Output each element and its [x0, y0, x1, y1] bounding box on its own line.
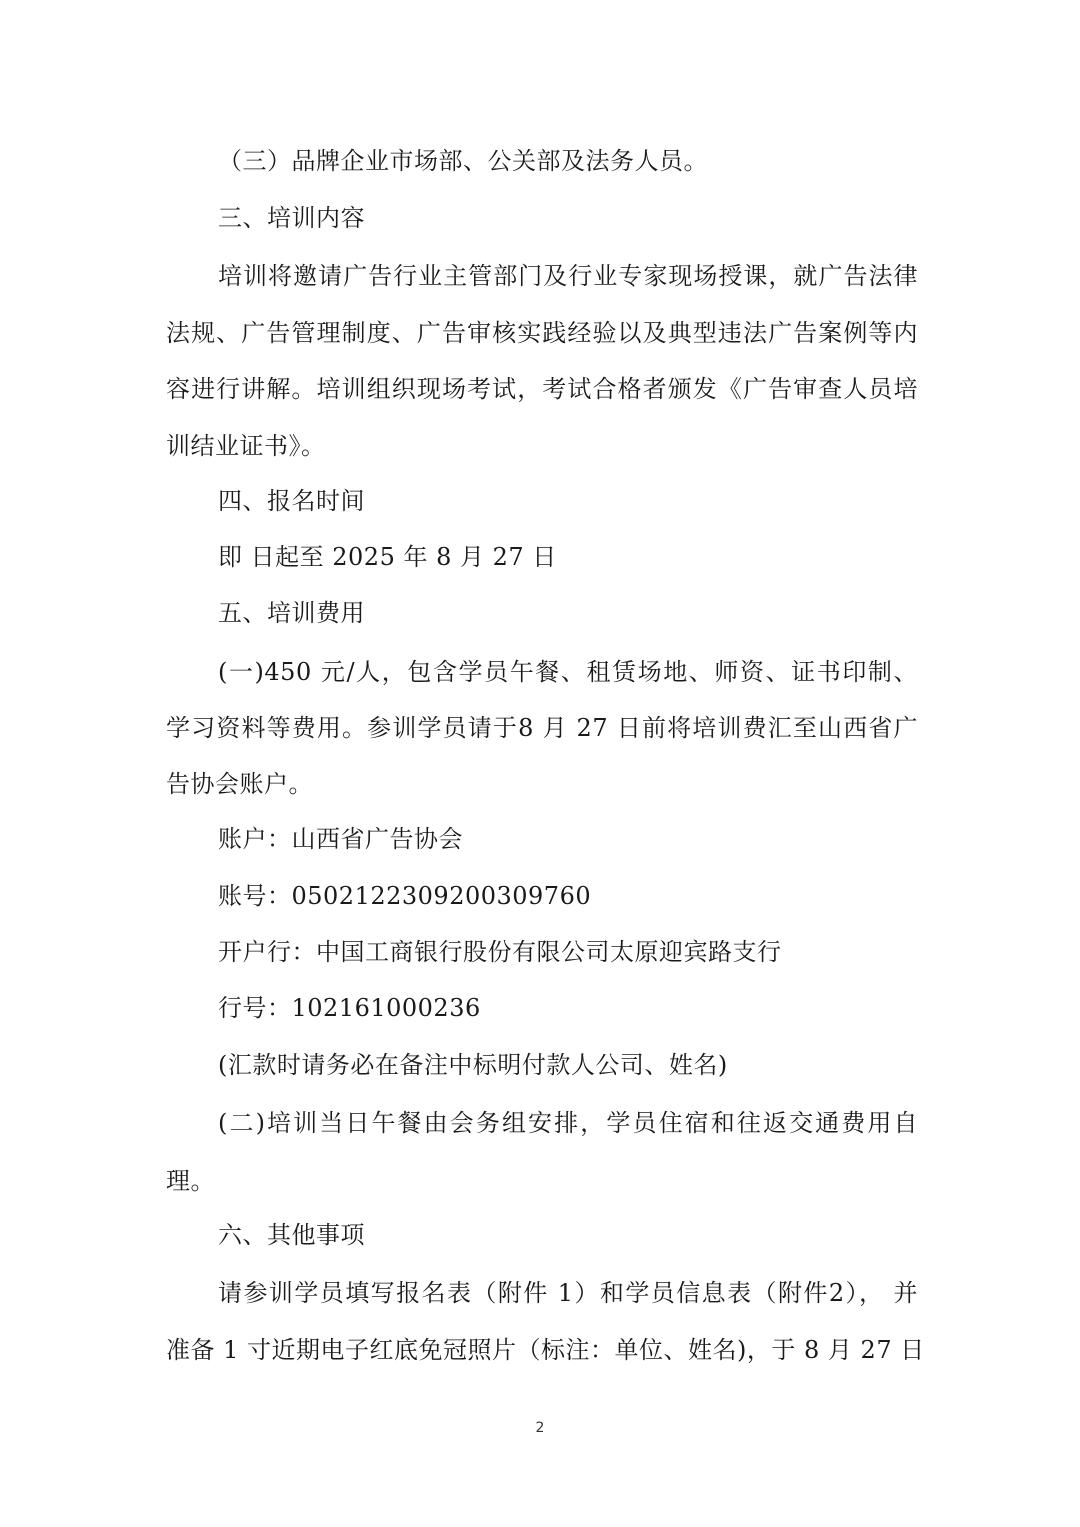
- text-line: 容进行讲解。培训组织现场考试，考试合格者颁发《广告审查人员培: [166, 375, 918, 403]
- text-line-participants-3: （三）品牌企业市场部、公关部及法务人员。: [218, 147, 708, 175]
- text-line: 法规、广告管理制度、广告审核实践经验以及典型违法广告案例等内: [166, 319, 918, 347]
- text-line: 理。: [166, 1167, 215, 1195]
- registration-deadline: 即 日起至 2025 年 8 月 27 日: [218, 543, 557, 571]
- section-heading-registration-time: 四、报名时间: [218, 487, 365, 515]
- text-line: 告协会账户。: [166, 770, 313, 798]
- text-line: 训结业证书》。: [166, 432, 326, 460]
- text-line: 培训将邀请广告行业主管部门及行业专家现场授课，就广告法律: [218, 262, 918, 290]
- account-name: 账户：山西省广告协会: [218, 825, 463, 853]
- page-number: 2: [535, 1420, 545, 1436]
- section-heading-other-matters: 六、其他事项: [218, 1221, 365, 1249]
- bank-name: 开户行：中国工商银行股份有限公司太原迎宾路支行: [218, 938, 782, 966]
- text-line: 准备 1 寸近期电子红底免冠照片（标注：单位、姓名)，于 8 月 27 日: [166, 1336, 925, 1364]
- bank-code: 行号：102161000236: [218, 994, 481, 1022]
- text-line: 学习资料等费用。参训学员请于8 月 27 日前将培训费汇至山西省广: [166, 714, 918, 742]
- section-heading-training-content: 三、培训内容: [218, 204, 365, 232]
- account-number: 账号：0502122309200309760: [218, 882, 592, 910]
- section-heading-training-fees: 五、培训费用: [218, 599, 365, 627]
- text-line: (二)培训当日午餐由会务组安排，学员住宿和往返交通费用自: [218, 1109, 918, 1137]
- remittance-note: (汇款时请务必在备注中标明付款人公司、姓名): [218, 1051, 728, 1079]
- text-line: (一)450 元/人，包含学员午餐、租赁场地、师资、证书印制、: [218, 658, 918, 686]
- text-line: 请参训学员填写报名表（附件 1）和学员信息表（附件2）， 并: [218, 1279, 918, 1307]
